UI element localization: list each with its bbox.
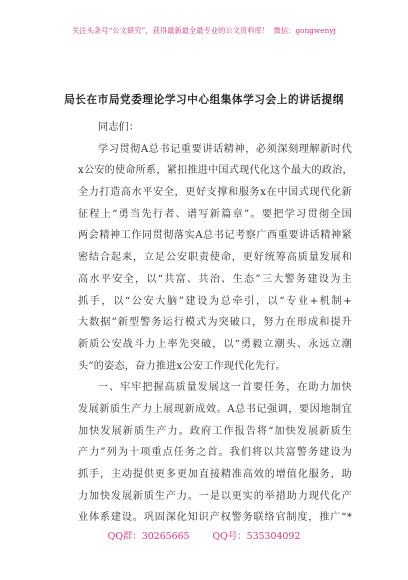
footer-qq-number: QQ号：535304092 [212,531,301,542]
header-banner [0,26,408,36]
paragraph-line: 全力打造高水平安全，更好支撑和服务x在中国式现代化新 [78,187,352,199]
footer-qq-group: QQ群：30265665 [107,531,190,542]
paragraph-line: 头”的姿态，奋力推进x公安工作现代化先行。 [78,360,286,372]
paragraph-line: 发展新质生产力上展现新成效。A总书记强调，要因地制宜 [78,403,352,415]
paragraph-line: x公安的使命所系，紧扣推进中国式现代化这个最大的政治， [78,165,353,177]
paragraph-line: 学习贯彻A总书记重要讲话精神，必须深刻理解新时代 [98,143,352,155]
paragraph-line: 抓手，以“公安大脑”建设为总牵引，以“专业+机制+ [78,295,352,307]
paragraph-line: 新质公安战斗力上率先突破，以“勇毅立潮头、永远立潮 [78,338,352,350]
paragraph-line: 两会精神工作同贯彻落实A总书记考察广西重要讲话精神紧 [78,230,352,242]
document-body [78,117,352,529]
paragraph-line: 大数据”新型警务运行模式为突破口，努力在形成和提升 [78,317,352,329]
paragraph-line: 高水平安全，以“共富、共治、生态”三大警务建设为主 [78,273,352,285]
paragraph-line: 一、牢牢把握高质量发展这一首要任务，在助力加快 [98,382,352,394]
footer-contact [0,528,408,542]
document-title: 局长在市局党委理论学习中心组集体学习会上的讲话提纲 [64,94,344,106]
header-banner-left: 关注头条号“公文研究”，获得最新最全最专业的公文资料库！ [72,26,270,35]
paragraph-line: 产力”列为十项重点任务之首。我们将以共富警务建设为 [78,447,352,459]
paragraph-line: 征程上“勇当先行者、谱写新篇章”。要把学习贯彻全国 [78,208,352,220]
salutation: 同志们： [98,122,140,133]
paragraph-line: 加快发展新质生产力。政府工作报告将“加快发展新质生 [78,425,352,437]
paragraph-line: 密结合起来，立足公安职责使命，更好统筹高质量发展和 [78,252,352,264]
paragraph-line: 力加快发展新质生产力。一是以更实的举措助力现代化产 [78,490,352,502]
paragraph-line: 抓手，主动提供更多更加直接精准高效的增值化服务，助 [78,469,352,480]
paragraph-line: 业体系建设。巩固深化知识产权警务联络官制度，推广“* [78,512,352,524]
header-banner-right: 微信：gongwenyj [273,26,336,35]
